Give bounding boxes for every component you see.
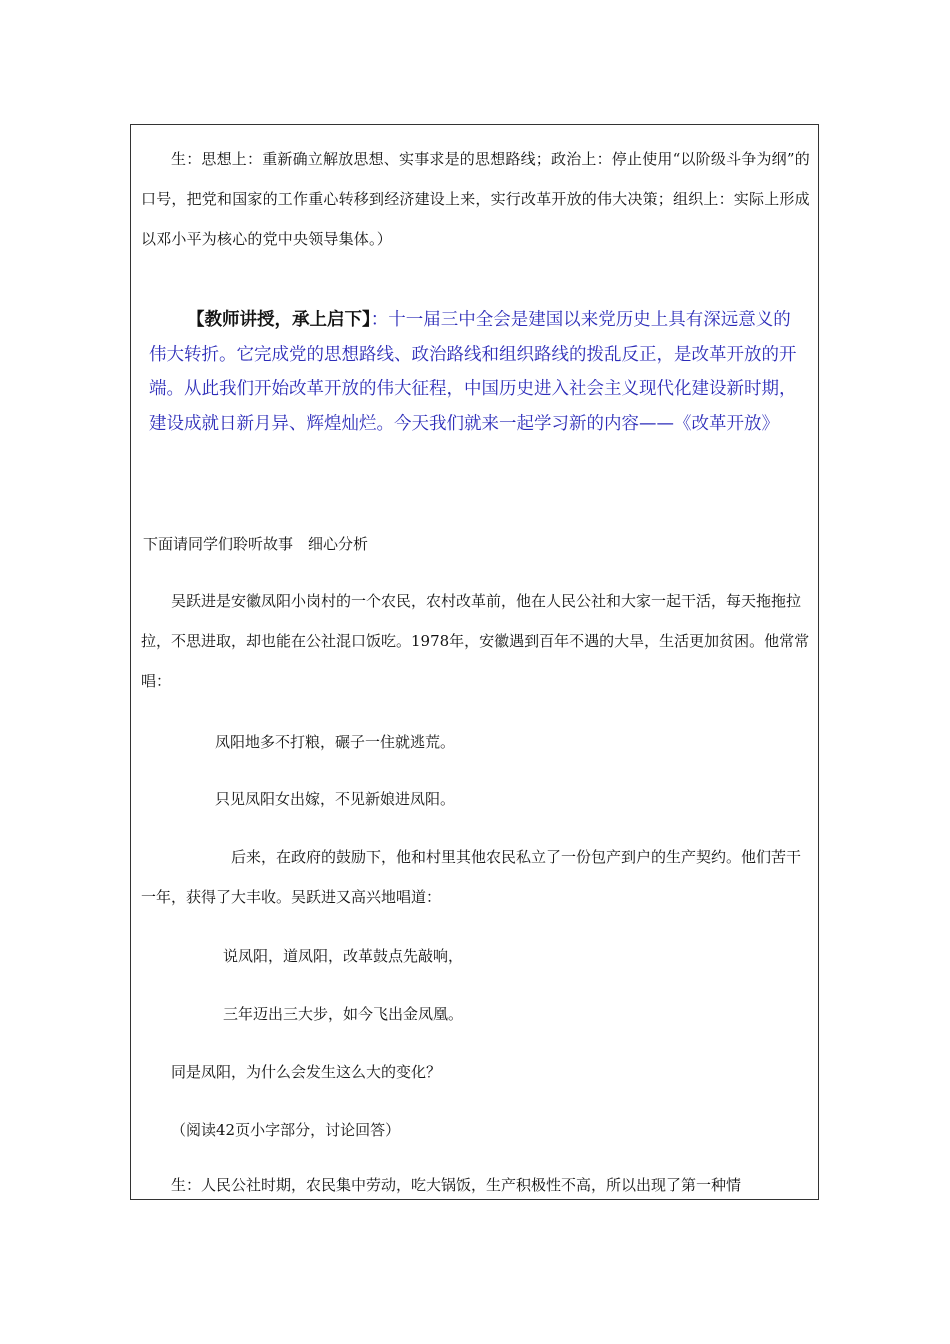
- teacher-lecture-tag: 【教师讲授，承上启下】: [187, 310, 371, 330]
- document-frame: [130, 124, 819, 1200]
- song-line-1: 凤阳地多不打粮，碾子一住就逃荒。: [215, 733, 456, 751]
- song-line-3: 说凤阳，道凤阳，改革鼓点先敲响，: [223, 947, 464, 965]
- song-line-4: 三年迈出三大步，如今飞出金凤凰。: [223, 1005, 464, 1023]
- discussion-question: 同是凤阳，为什么会发生这么大的变化？: [171, 1063, 442, 1081]
- story-paragraph: 吴跃进是安徽凤阳小岗村的一个农民，农村改革前，他在人民公社和大家一起干活，每天拖拖拉拉，不思进取，却也能在公社混口饭吃。1978年，安徽遇到百年不遇的大旱，生活更加贫困。他常常唱：: [141, 592, 810, 690]
- paragraph-political-lines: 生：思想上：重新确立解放思想、实事求是的思想路线；政治上：停止使用“以阶级斗争为纲”的口号，把党和国家的工作重心转移到经济建设上来，实行改革开放的伟大决策；组织上：实际上形成以邓小平为核心的党中央领导集体。）: [141, 150, 810, 248]
- later-paragraph: 后来，在政府的鼓励下，他和村里其他农民私立了一份包产到户的生产契约。他们苦干一年，获得了大丰收。吴跃进又高兴地唱道：: [141, 848, 802, 906]
- song-line-2: 只见凤阳女出嫁，不见新娘进凤阳。: [215, 790, 456, 808]
- story-intro: 下面请同学们聆听故事 细心分析: [143, 535, 369, 553]
- teacher-lecture-text: ：十一届三中全会是建国以来党历史上具有深远意义的伟大转折。它完成党的思想路线、政治路线和组织路线的拨乱反正，是改革开放的开端。从此我们开始改革开放的伟大征程，中国历史进入社会主义现代化建设新时期，建设成就日新月异、辉煌灿烂。今天我们就来一起学习新的内容——《改革开放》: [149, 310, 797, 434]
- student-answer: 生：人民公社时期，农民集中劳动，吃大锅饭，生产积极性不高，所以出现了第一种情: [171, 1176, 742, 1194]
- reading-instruction: （阅读42页小字部分，讨论回答）: [171, 1121, 401, 1139]
- teacher-lecture-paragraph: [149, 303, 808, 441]
